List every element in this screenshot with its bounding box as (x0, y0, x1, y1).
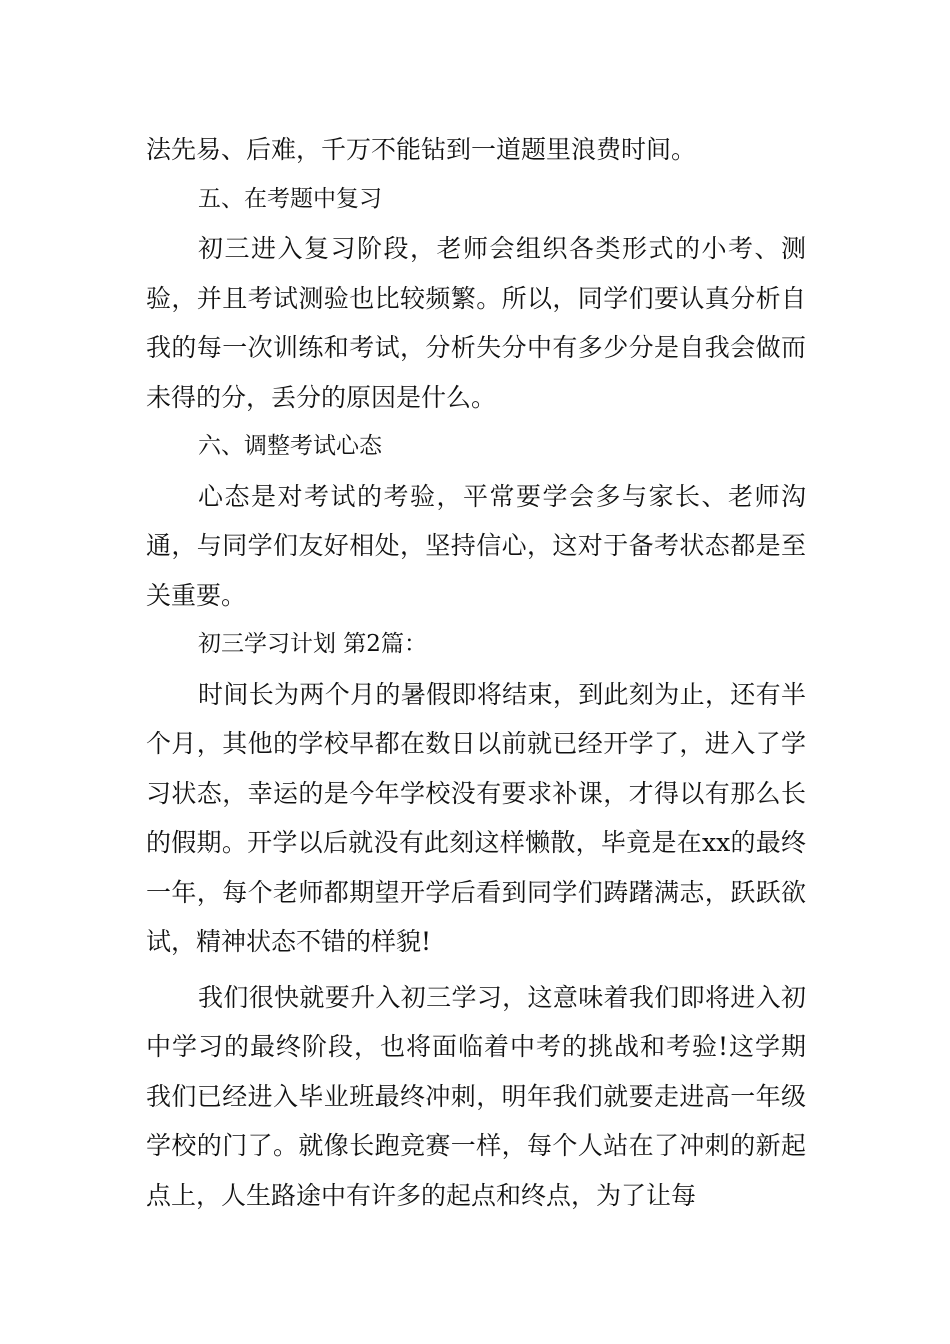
section-heading-five: 五、在考题中复习 (198, 185, 382, 212)
section-heading-six: 六、调整考试心态 (198, 433, 382, 459)
paragraph-summer-vacation: 时间长为两个月的暑假即将结束，到此刻为止，还有半个月，其他的学校早都在数日以前就已经开学了，进入了学习状态，幸运的是今年学校没有要求补课，才得以有那么长的假期。开学以后就没有此刻这样懒散，毕竟是在xx的最终一年，每个老师都期望开学后看到同学们踌躇满志，跃跃欲试，精神状态不错的样貌! (146, 679, 806, 956)
article-heading-part-two: 初三学习计划 第2篇： (198, 631, 427, 657)
paragraph-exam-mindset: 心态是对考试的考验，平常要学会多与家长、老师沟通，与同学们友好相处，坚持信心，这对于备考状态都是至关重要。 (146, 481, 806, 610)
paragraph-grade-nine: 我们很快就要升入初三学习，这意味着我们即将进入初中学习的最终阶段，也将面临着中考的挑战和考验!这学期我们已经进入毕业班最终冲刺，明年我们就要走进高一年级学校的门了。就像长跑竞赛一样，每个人站在了冲刺的新起点上，人生路途中有许多的起点和终点，为了让每 (146, 982, 806, 1210)
document-body (146, 125, 806, 1220)
paragraph-continued: 法先易、后难，千万不能钻到一道题里浪费时间。 (146, 135, 697, 164)
paragraph-review-in-exams: 初三进入复习阶段，老师会组织各类形式的小考、测验，并且考试测验也比较频繁。所以，同学们要认真分析自我的每一次训练和考试，分析失分中有多少分是自我会做而未得的分，丢分的原因是什么。 (146, 234, 806, 412)
